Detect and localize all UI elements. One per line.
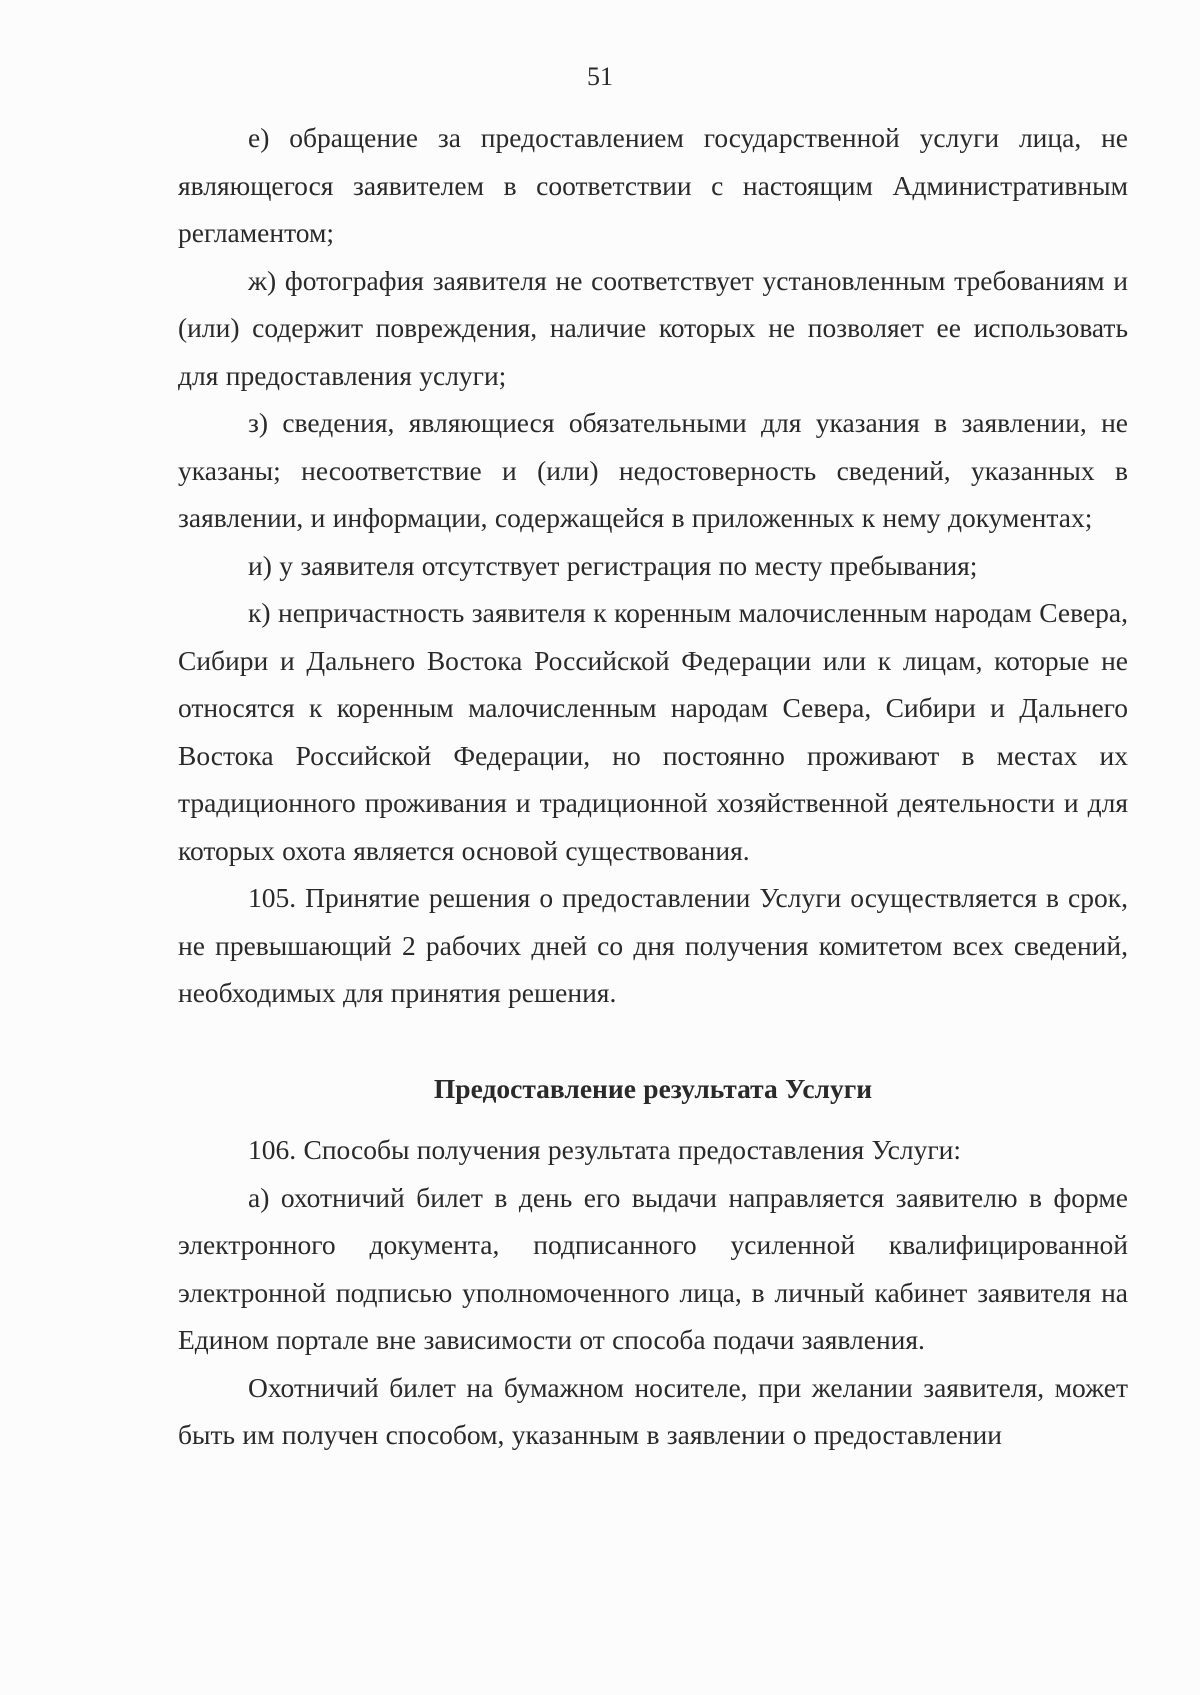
paragraph-paper-ticket: Охотничий билет на бумажном носителе, при желании заявителя, может быть им получен способом, указанным в заявлении о предоставлении	[178, 1371, 1128, 1450]
paragraph-105: 105. Принятие решения о предоставлении Услуги осуществляется в срок, не превышающий 2 рабочих дней со дня получения комитетом всех сведений, необходимых для принятия решения.	[178, 882, 1128, 1008]
document-body	[178, 114, 1128, 1459]
paragraph-106-a: а) охотничий билет в день его выдачи направляется заявителю в форме электронного документа, подписанного усиленной квалифицированной электронной подписью уполномоченного лица, в личный кабинет заявителя на Едином портале вне зависимости от способа подачи заявления.	[178, 1181, 1128, 1355]
page-number: 51	[587, 62, 613, 91]
paragraph-item-i: и) у заявителя отсутствует регистрация по месту пребывания;	[248, 549, 978, 581]
section-heading: Предоставление результата Услуги	[433, 1072, 873, 1104]
paragraph-item-z: з) сведения, являющиеся обязательными для указания в заявлении, не указаны; несоответствие и (или) недостоверность сведений, указанных в заявлении, и информации, содержащейся в приложенных к нему документах;	[178, 407, 1128, 533]
paragraph-item-zh: ж) фотография заявителя не соответствует установленным требованиям и (или) содержит повреждения, наличие которых не позволяет ее использовать для предоставления услуги;	[178, 264, 1128, 391]
paragraph-item-k: к) непричастность заявителя к коренным малочисленным народам Севера, Сибири и Дальнего Востока Российской Федерации или к лицам, которые не относятся к коренным малочисленным народам Севера, Сибири и Дальнего Востока Российской Федерации, но постоянно проживают в местах их традиционного проживания и традиционной хозяйственной деятельности и для которых охота является основой существования.	[178, 597, 1128, 866]
paragraph-106: 106. Способы получения результата предоставления Услуги:	[248, 1134, 961, 1165]
paragraph-item-e: е) обращение за предоставлением государственной услуги лица, не являющегося заявителем в соответствии с настоящим Административным регламентом;	[178, 122, 1128, 248]
